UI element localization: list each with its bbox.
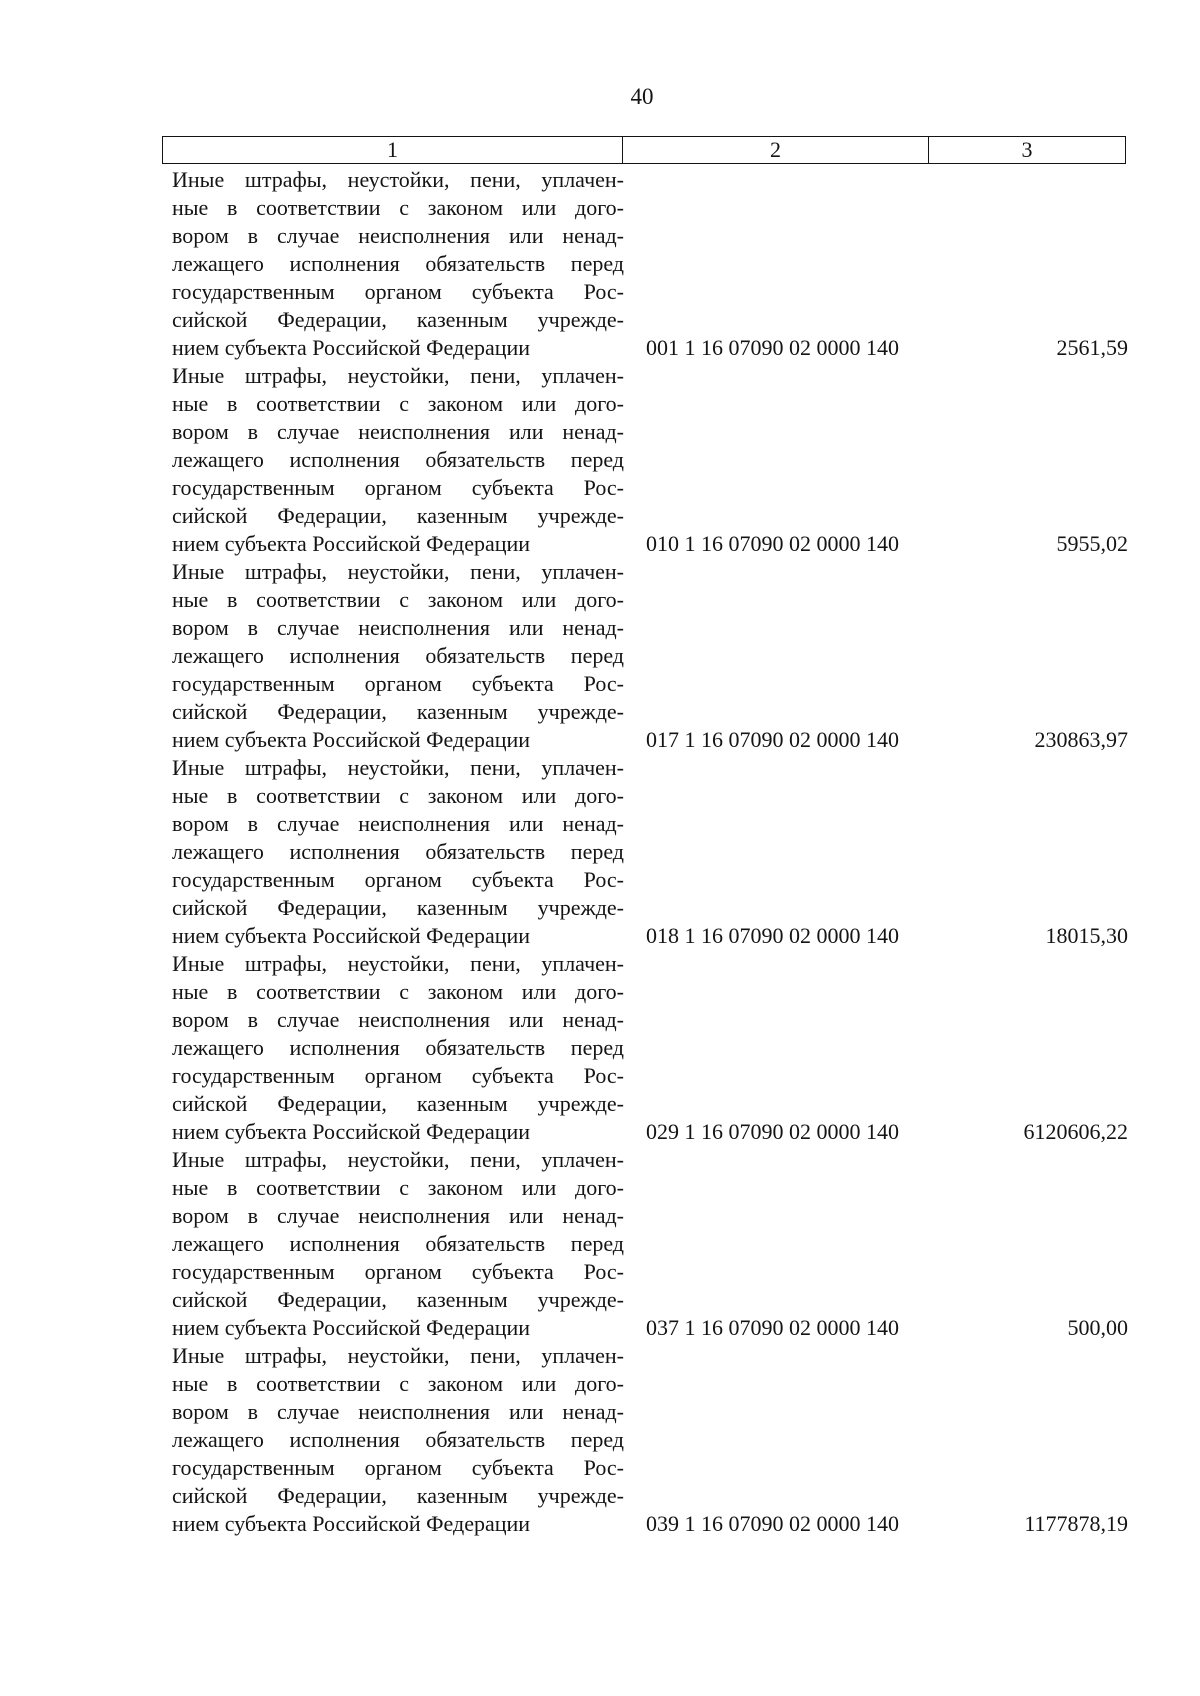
column-header-amount: 3 xyxy=(1021,137,1033,162)
table-header-row xyxy=(162,136,1126,164)
description-line: лежащего исполнения обязательств перед xyxy=(172,839,624,864)
row-code: 001 1 16 07090 02 0000 140 xyxy=(646,335,899,360)
description-line: нием субъекта Российской Федерации xyxy=(172,1315,531,1340)
description-line: вором в случае неисполнения или ненад- xyxy=(172,1399,624,1424)
description-line: ные в соответствии с законом или дого- xyxy=(172,587,624,612)
description-line: вором в случае неисполнения или ненад- xyxy=(172,223,624,248)
column-header-description: 1 xyxy=(163,137,623,163)
description-line: ные в соответствии с законом или дого- xyxy=(172,1175,624,1200)
description-line: сийской Федерации, казенным учрежде- xyxy=(172,895,624,920)
description-line: лежащего исполнения обязательств перед xyxy=(172,251,624,276)
description-line: нием субъекта Российской Федерации xyxy=(172,923,531,948)
description-line: Иные штрафы, неустойки, пени, уплачен- xyxy=(172,951,624,976)
description-line: ные в соответствии с законом или дого- xyxy=(172,195,624,220)
row-code: 018 1 16 07090 02 0000 140 xyxy=(646,923,899,948)
description-line: Иные штрафы, неустойки, пени, уплачен- xyxy=(172,363,624,388)
description-line: государственным органом субъекта Рос- xyxy=(172,279,624,304)
description-line: государственным органом субъекта Рос- xyxy=(172,671,624,696)
description-line: государственным органом субъекта Рос- xyxy=(172,1455,624,1480)
row-amount: 230863,97 xyxy=(1034,727,1128,752)
description-line: нием субъекта Российской Федерации xyxy=(172,1511,531,1536)
description-line: Иные штрафы, неустойки, пени, уплачен- xyxy=(172,755,624,780)
description-line: сийской Федерации, казенным учрежде- xyxy=(172,307,624,332)
row-code: 037 1 16 07090 02 0000 140 xyxy=(646,1315,899,1340)
description-line: сийской Федерации, казенным учрежде- xyxy=(172,699,624,724)
description-line: Иные штрафы, неустойки, пени, уплачен- xyxy=(172,167,624,192)
description-line: сийской Федерации, казенным учрежде- xyxy=(172,1483,624,1508)
description-line: лежащего исполнения обязательств перед xyxy=(172,643,624,668)
description-line: лежащего исполнения обязательств перед xyxy=(172,1035,624,1060)
row-description xyxy=(172,1342,624,1538)
table-row xyxy=(172,166,1128,362)
row-code: 010 1 16 07090 02 0000 140 xyxy=(646,531,899,556)
description-line: государственным органом субъекта Рос- xyxy=(172,1063,624,1088)
description-line: вором в случае неисполнения или ненад- xyxy=(172,811,624,836)
row-amount: 500,00 xyxy=(1067,1315,1128,1340)
description-line: государственным органом субъекта Рос- xyxy=(172,475,624,500)
row-amount: 18015,30 xyxy=(1045,923,1128,948)
row-code: 017 1 16 07090 02 0000 140 xyxy=(646,727,899,752)
row-description xyxy=(172,1146,624,1342)
description-line: нием субъекта Российской Федерации xyxy=(172,531,531,556)
row-description xyxy=(172,950,624,1146)
row-description xyxy=(172,754,624,950)
description-line: Иные штрафы, неустойки, пени, уплачен- xyxy=(172,1147,624,1172)
description-line: вором в случае неисполнения или ненад- xyxy=(172,1007,624,1032)
row-code: 029 1 16 07090 02 0000 140 xyxy=(646,1119,899,1144)
description-line: вором в случае неисполнения или ненад- xyxy=(172,419,624,444)
column-header-code: 2 xyxy=(623,137,929,163)
row-description xyxy=(172,558,624,754)
description-line: государственным органом субъекта Рос- xyxy=(172,867,624,892)
description-line: лежащего исполнения обязательств перед xyxy=(172,447,624,472)
row-description xyxy=(172,362,624,558)
description-line: Иные штрафы, неустойки, пени, уплачен- xyxy=(172,1343,624,1368)
row-code: 039 1 16 07090 02 0000 140 xyxy=(646,1511,899,1536)
description-line: нием субъекта Российской Федерации xyxy=(172,335,531,360)
table-body xyxy=(172,166,1128,1538)
description-line: нием субъекта Российской Федерации xyxy=(172,1119,531,1144)
description-line: ные в соответствии с законом или дого- xyxy=(172,979,624,1004)
row-amount: 5955,02 xyxy=(1056,531,1128,556)
row-description xyxy=(172,166,624,362)
description-line: лежащего исполнения обязательств перед xyxy=(172,1231,624,1256)
description-line: вором в случае неисполнения или ненад- xyxy=(172,1203,624,1228)
description-line: государственным органом субъекта Рос- xyxy=(172,1259,624,1284)
row-amount: 2561,59 xyxy=(1056,335,1128,360)
description-line: сийской Федерации, казенным учрежде- xyxy=(172,1287,624,1312)
table-row xyxy=(172,754,1128,950)
description-line: сийской Федерации, казенным учрежде- xyxy=(172,503,624,528)
description-line: ные в соответствии с законом или дого- xyxy=(172,783,624,808)
description-line: нием субъекта Российской Федерации xyxy=(172,727,531,752)
table-row xyxy=(172,1342,1128,1538)
row-amount: 6120606,22 xyxy=(1023,1119,1128,1144)
description-line: ные в соответствии с законом или дого- xyxy=(172,391,624,416)
table-row xyxy=(172,362,1128,558)
row-amount: 1177878,19 xyxy=(1024,1511,1128,1536)
table-row xyxy=(172,558,1128,754)
description-line: Иные штрафы, неустойки, пени, уплачен- xyxy=(172,559,624,584)
description-line: сийской Федерации, казенным учрежде- xyxy=(172,1091,624,1116)
description-line: лежащего исполнения обязательств перед xyxy=(172,1427,624,1452)
description-line: вором в случае неисполнения или ненад- xyxy=(172,615,624,640)
table-row xyxy=(172,950,1128,1146)
table-row xyxy=(172,1146,1128,1342)
description-line: ные в соответствии с законом или дого- xyxy=(172,1371,624,1396)
page-number: 40 xyxy=(630,84,654,109)
